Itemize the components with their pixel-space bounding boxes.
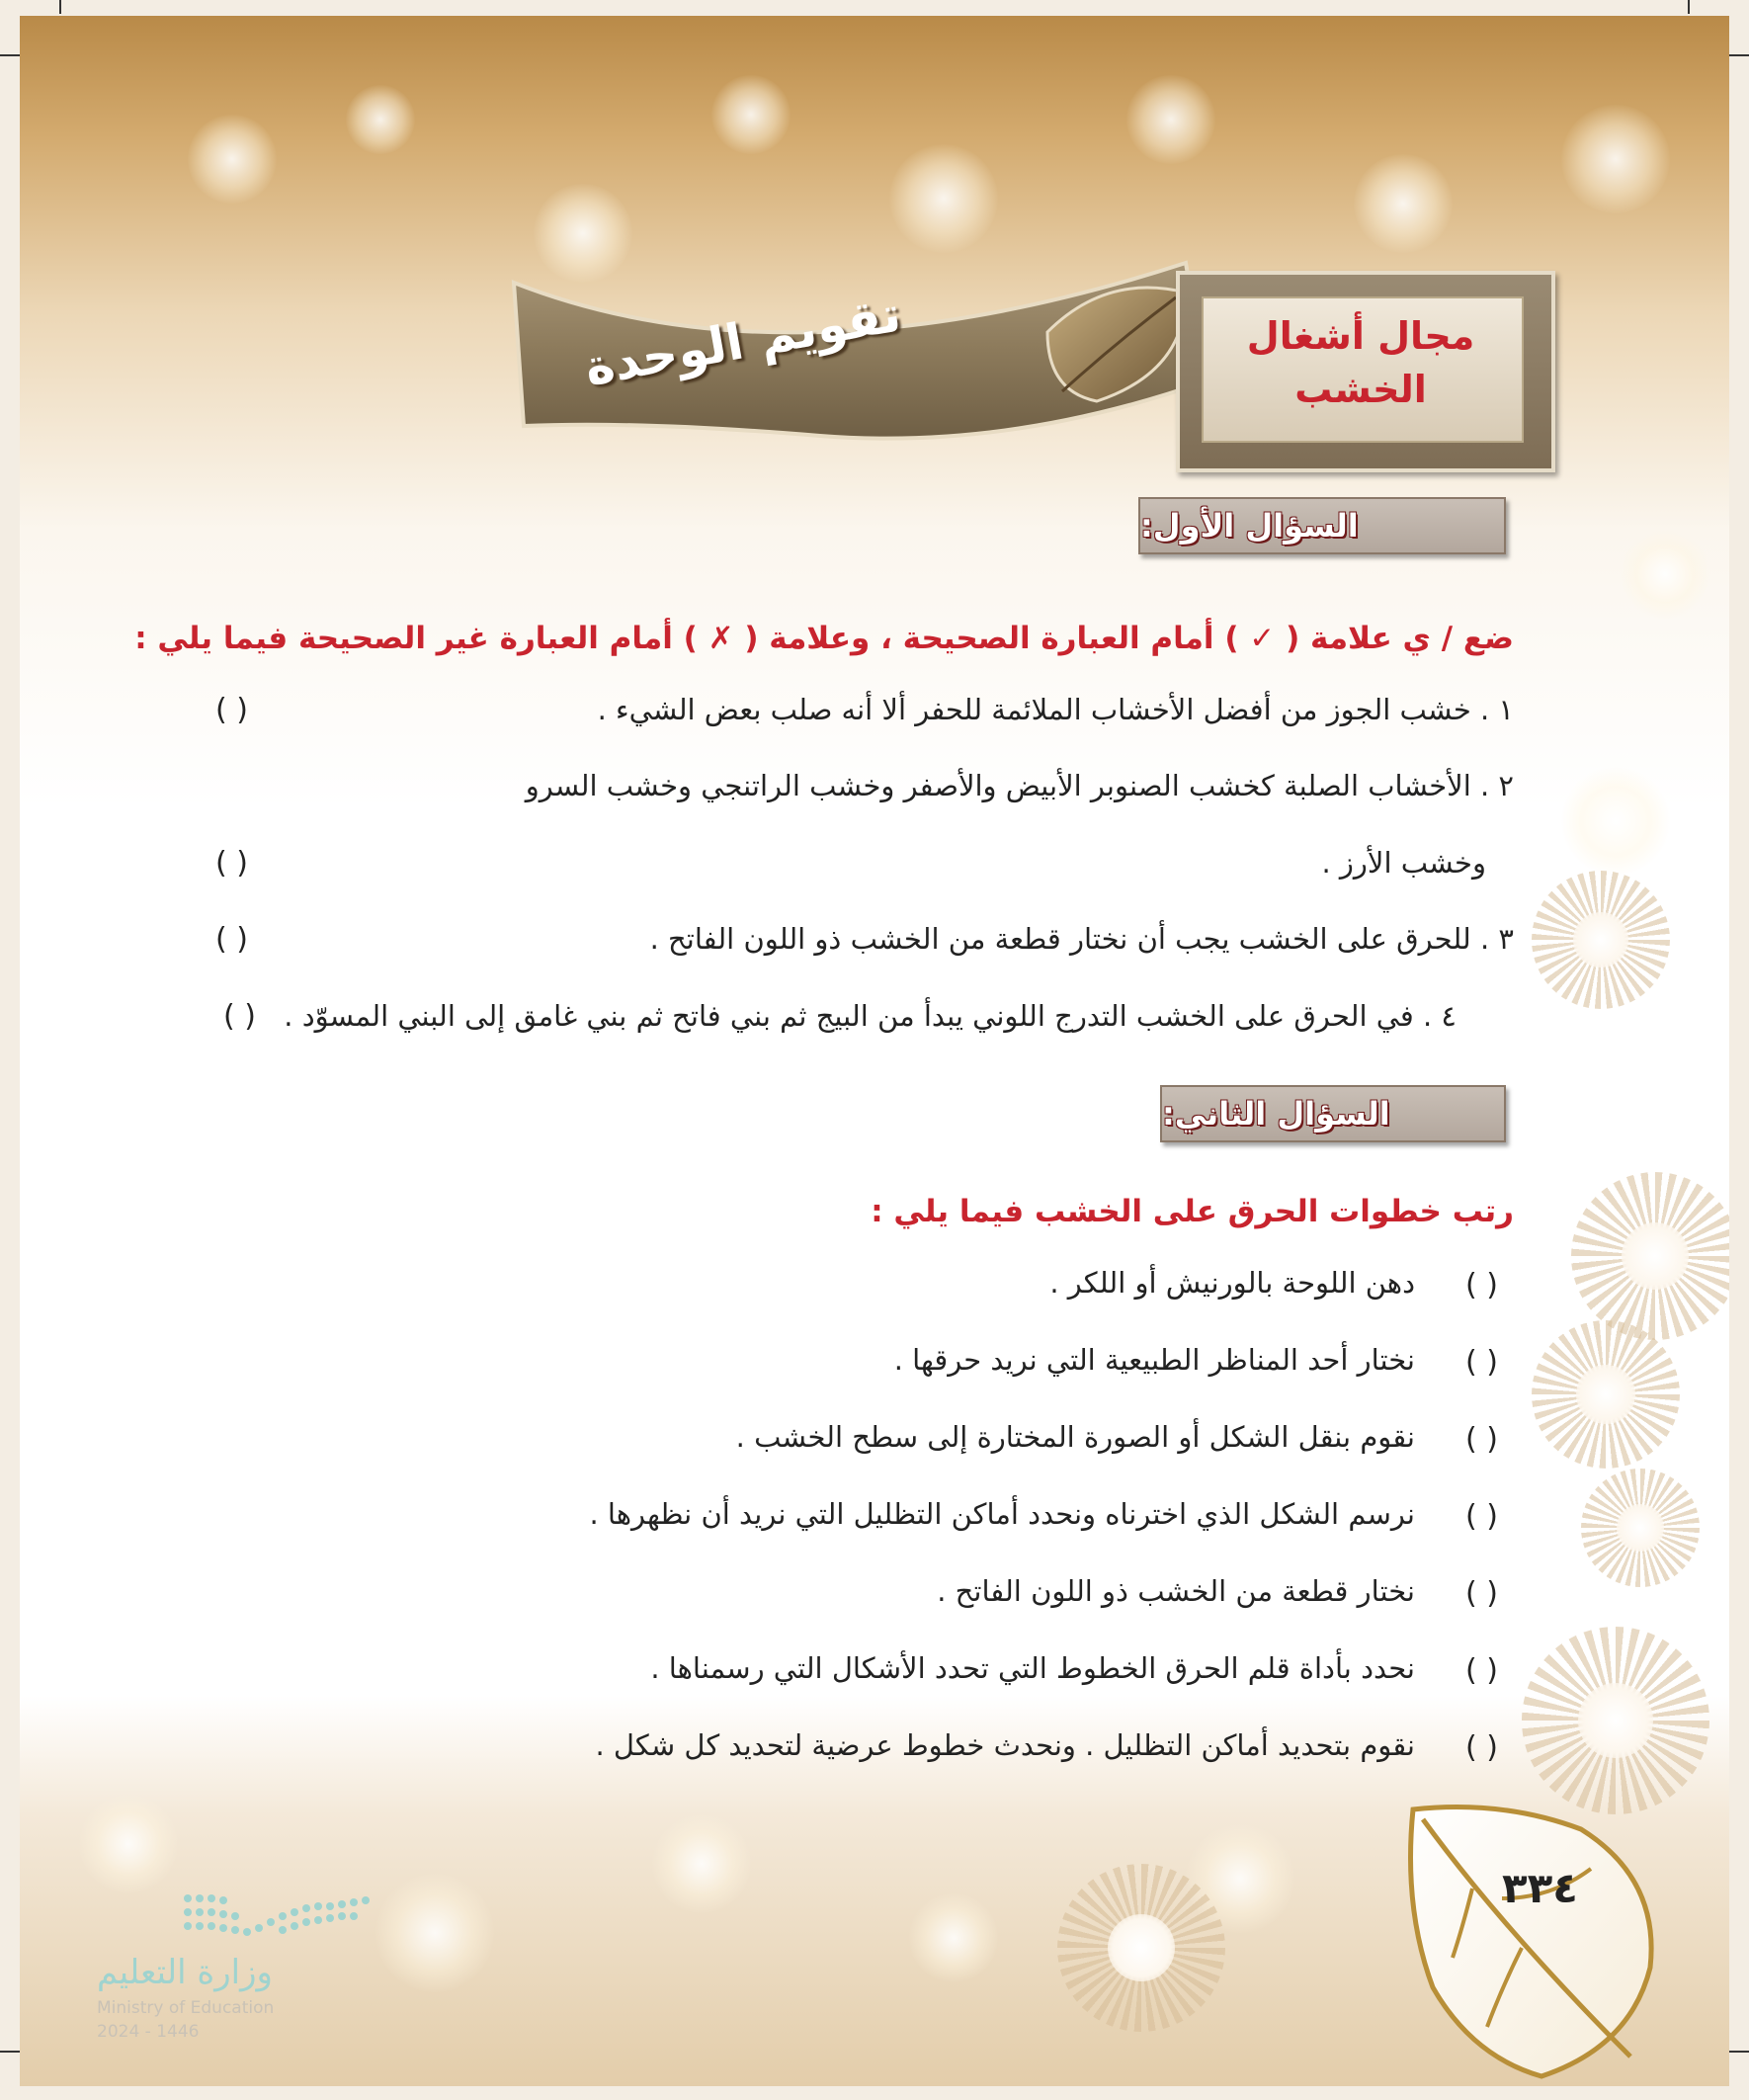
ministry-name-ar: وزارة التعليم [97,1953,273,1992]
q2-order-box-7[interactable]: ( ) [1465,1730,1498,1765]
q1-item-4: ٤ . في الحرق على الخشب التدرج اللوني يبدأ من البيج ثم بني فاتح ثم بني غامق إلى البني المسوّد . [284,999,1457,1033]
bokeh-decoration [1561,105,1670,213]
ministry-year: 2024 - 1446 [97,2022,200,2042]
q2-step-6: نحدد بأداة قلم الحرق الخطوط التي تحدد الأشكال التي رسمناها . [650,1651,1415,1685]
q1-item-1: ١ . خشب الجوز من أفضل الأخشاب الملائمة للحفر ألا أنه صلب بعض الشيء . [597,693,1514,726]
q2-step-3: نقوم بنقل الشكل أو الصورة المختارة إلى سطح الخشب . [735,1420,1415,1454]
rosette-decoration [1571,1172,1729,1340]
q2-order-box-1[interactable]: ( ) [1465,1268,1498,1302]
q2-order-box-4[interactable]: ( ) [1465,1499,1498,1534]
q2-step-7: نقوم بتحديد أماكن التظليل . ونحدث خطوط عرضية لتحديد كل شكل . [595,1728,1415,1762]
bokeh-decoration [1126,75,1215,164]
question2-heading-box [1160,1085,1506,1142]
q1-answer-2[interactable]: ( ) [215,846,248,881]
q2-order-box-3[interactable]: ( ) [1465,1422,1498,1457]
q1-answer-1[interactable]: ( ) [215,693,248,727]
q1-answer-3[interactable]: ( ) [215,922,248,957]
bokeh-decoration [652,1814,751,1913]
page-number-leaf [1383,1790,1680,2086]
unit-title: تقويم الوحدة [580,285,905,397]
bokeh-decoration [1561,767,1670,876]
question2-heading: السؤال الثاني: [1162,1095,1390,1133]
q2-step-1: دهن اللوحة بالورنيش أو اللكر . [1049,1266,1415,1300]
bokeh-decoration [188,115,277,204]
bokeh-decoration [1621,530,1709,619]
q1-answer-4[interactable]: ( ) [223,999,256,1034]
ministry-logo-icon [178,1889,375,1948]
bokeh-decoration [79,1795,178,1893]
rosette-decoration [1532,1320,1680,1469]
rosette-decoration [1057,1864,1225,2032]
crop-mark [1688,0,1690,14]
rosette-decoration [1581,1469,1700,1587]
page-number: ٣٣٤ [1502,1864,1578,1912]
question2-instruction: رتب خطوات الحرق على الخشب فيما يلي : [871,1194,1514,1229]
bokeh-decoration [889,144,998,253]
crop-mark [59,0,61,14]
question1-heading-box [1138,497,1506,554]
bokeh-decoration [375,1874,494,1992]
q2-step-2: نختار أحد المناظر الطبيعية التي نريد حرقها . [893,1343,1415,1377]
question1-instruction: ضع / ي علامة ( ✓ ) أمام العبارة الصحيحة ، وعلامة ( ✗ ) أمام العبارة غير الصحيحة فيما يلي : [134,621,1514,656]
rosette-decoration [1522,1627,1709,1814]
bokeh-decoration [711,75,791,154]
q2-order-box-2[interactable]: ( ) [1465,1345,1498,1380]
q1-item-2-cont: وخشب الأرز . [1321,846,1486,880]
q1-item-3: ٣ . للحرق على الخشب يجب أن نختار قطعة من الخشب ذو اللون الفاتح . [649,922,1514,956]
question1-heading: السؤال الأول: [1140,507,1359,545]
bokeh-decoration [909,1893,998,1982]
field-title-line2: الخشب [1294,368,1427,411]
textbook-page [20,16,1729,2086]
bokeh-decoration [346,85,415,154]
field-title-line1: مجال أشغال [1246,314,1475,358]
q1-item-2: ٢ . الأخشاب الصلبة كخشب الصنوبر الأبيض والأصفر وخشب الراتنجي وخشب السرو [525,769,1514,802]
bokeh-decoration [1354,154,1453,253]
q2-order-box-6[interactable]: ( ) [1465,1653,1498,1688]
ministry-name-en: Ministry of Education [97,1998,275,2018]
rosette-decoration [1532,871,1670,1009]
q2-order-box-5[interactable]: ( ) [1465,1576,1498,1611]
q2-step-5: نختار قطعة من الخشب ذو اللون الفاتح . [937,1574,1415,1608]
q2-step-4: نرسم الشكل الذي اخترناه ونحدد أماكن التظليل التي نريد أن نظهرها . [589,1497,1415,1531]
